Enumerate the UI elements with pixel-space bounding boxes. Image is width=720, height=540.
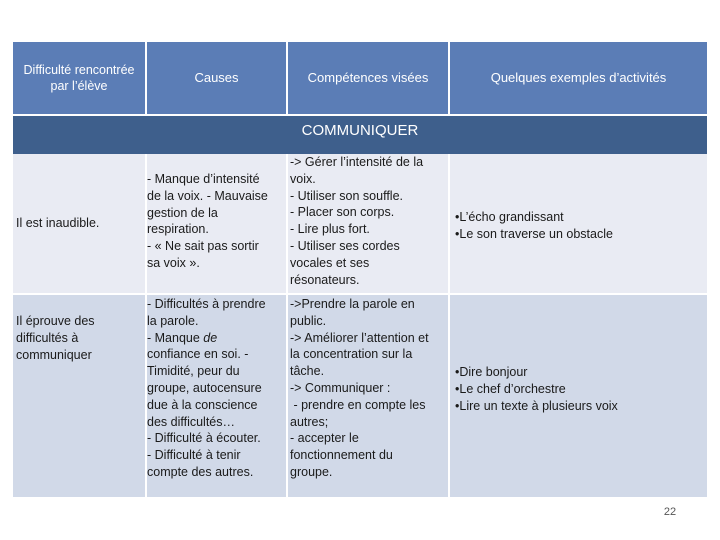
table-header [13, 42, 707, 114]
difficulties-table [13, 42, 707, 497]
header-skills: Compétences visées [288, 42, 450, 114]
difficulty-cell: Il éprouve des difficultés à communiquer [13, 295, 147, 497]
header-activities: Quelques exemples d’activités [450, 42, 707, 114]
header-difficulty: Difficulté rencontrée par l’élève [13, 42, 147, 114]
section-communiquer: COMMUNIQUER [13, 114, 707, 154]
header-causes: Causes [147, 42, 288, 114]
table-row [13, 293, 707, 497]
page-number: 22 [663, 506, 677, 518]
causes-cell: - Difficultés à prendre la parole. - Manque de confiance en soi. - Timidité, peur du groupe, autocensure due à la conscience des difficultés… - Difficulté à écouter. - Difficulté à tenir compte des autres. [147, 295, 288, 497]
activities-cell: •Dire bonjour •Le chef d’orchestre •Lire un texte à plusieurs voix [455, 365, 618, 413]
skills-cell: -> Gérer l’intensité de la voix. - Utiliser son souffle. - Placer son corps. - Lire plus fort. - Utiliser ses cordes vocales et ses résonateurs. [288, 154, 450, 293]
causes-cell: - Manque d’intensité de la voix. - Mauvaise gestion de la respiration. - « Ne sait pas sortir sa voix ». [147, 154, 288, 293]
difficulty-text: Il est inaudible. [16, 216, 100, 230]
activities-cell: •L’écho grandissant •Le son traverse un obstacle [455, 210, 613, 241]
skills-cell: ->Prendre la parole en public. -> Améliorer l’attention et la concentration sur la tâche. -> Communiquer : - prendre en compte les autres; - accepter le fonctionnement du groupe. [288, 295, 450, 497]
table-row [13, 154, 707, 293]
difficulty-cell [13, 154, 147, 293]
